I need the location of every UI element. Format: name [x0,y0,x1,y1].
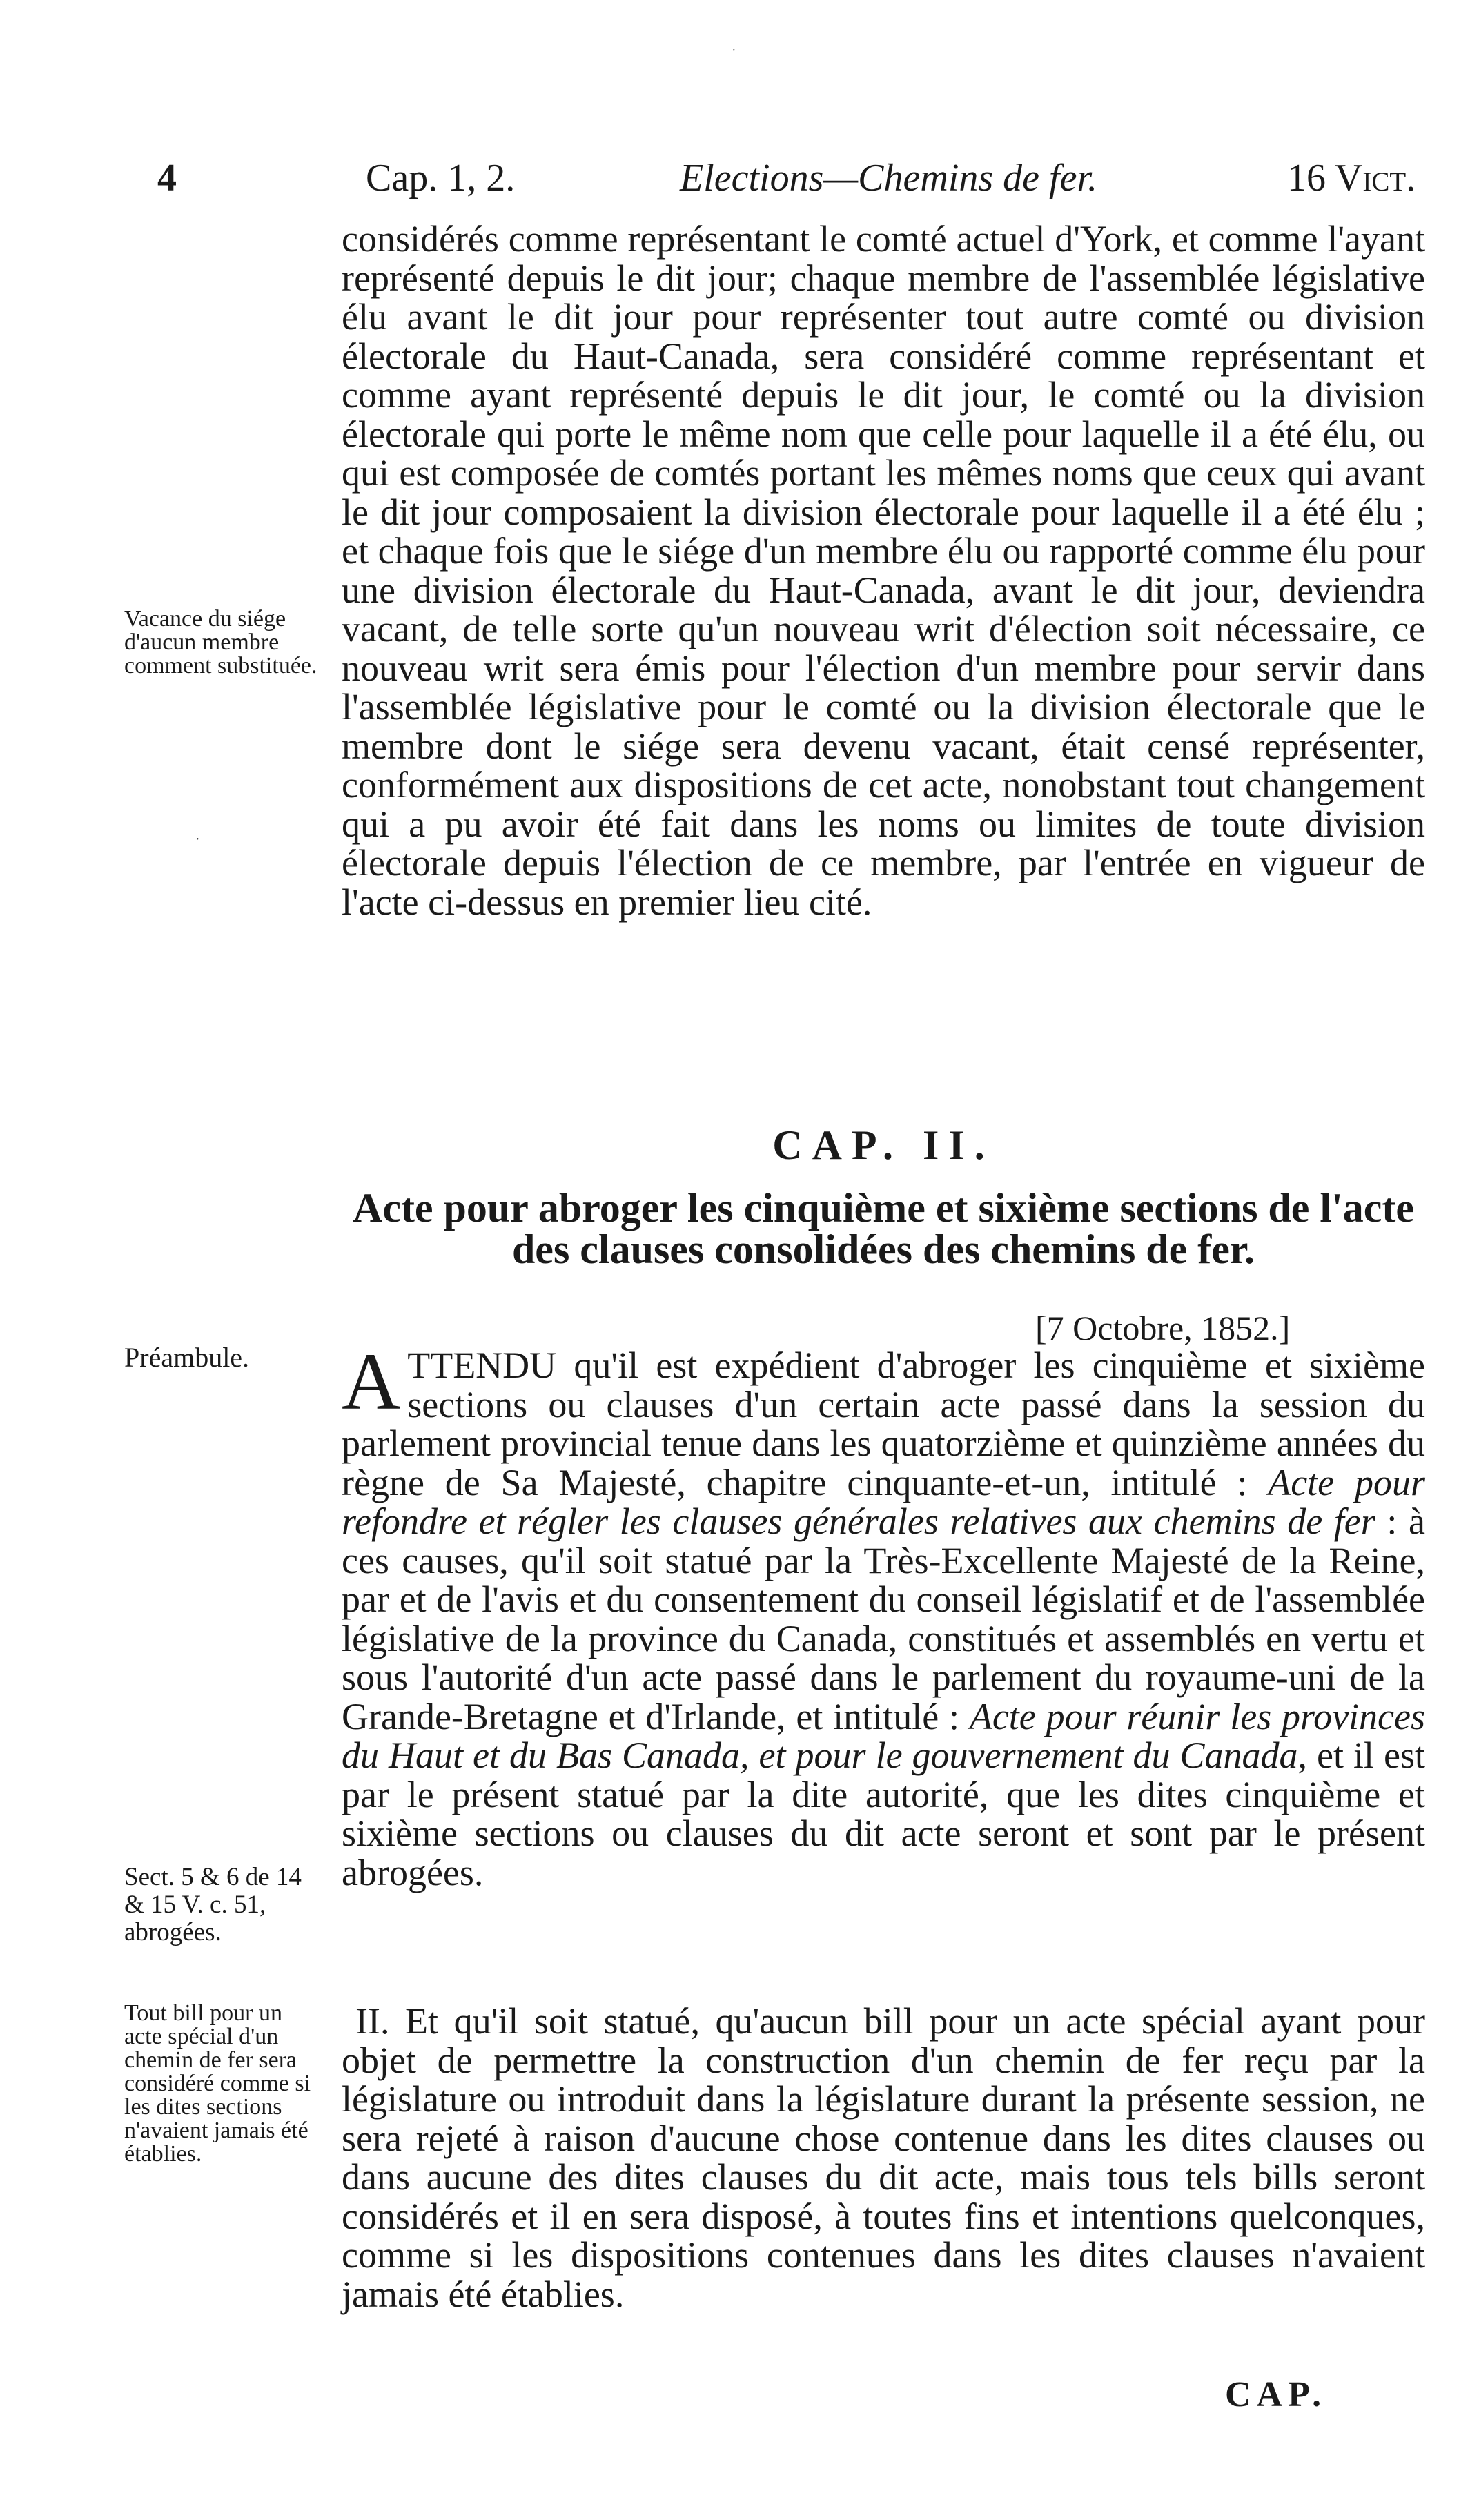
running-title: Elections—Chemins de fer. [680,157,1098,199]
catchword: CAP. [1225,2375,1327,2414]
cap1-continuation-text [342,219,1425,1096]
margin-note-vacance: Vacance du siége d'aucun membre comment substituée. [124,606,317,678]
act-date: [7 Octobre, 1852.] [1035,1309,1291,1347]
page-speck: · [195,832,200,847]
preamble-paragraph [342,1336,1425,1893]
preamble-cited-act-1: Acte pour refondre et régler les clauses générales relatives aux chemins de fer [342,1461,1425,1542]
section-2-text [342,2002,1425,2347]
margin-note-sections-repealed: Sect. 5 & 6 de 14 & 15 V. c. 51, abrogées. [124,1863,302,1946]
act-title: Acte pour abroger les cinquième et sixième sections de l'acte des clauses consolidées des chemins de fer. [352,1185,1415,1272]
preamble-cited-act-2: Acte pour réunir les provinces du Haut et du Bas Canada, et pour le gouvernement du Canada [342,1695,1425,1776]
margin-note-tout-bill: Tout bill pour un acte spécial d'un chemin de fer sera considéré comme si les dites sections n'avaient jamais été établies. [124,2000,311,2167]
page-number: 4 [157,157,177,199]
preamble-lead-word: TTENDU [407,1345,557,1386]
preamble-part-3: , et il est par le présent statué par la dite autorité, que les dites cinquième et sixième sections ou clauses du dit acte seront et sont par le présent abrogées. [342,1735,1425,1893]
preamble-part-1: qu'il est expédient d'abroger les cinquième et sixième sections ou clauses d'un certain acte passé dans la session du parlement provincial tenue dans les quatorzième et quinzième années du règne de Sa Majesté, chapitre cinquante-et-un, intitulé : [342,1345,1425,1503]
regnal-year: 16 Vict. [1287,157,1416,199]
chapter-number: CAP. II. [772,1122,995,1168]
drop-capital: A [342,1336,401,1427]
chapter-reference: Cap. 1, 2. [366,157,516,199]
section-2-paragraph: II. Et qu'il soit statué, qu'aucun bill pour un acte spécial ayant pour objet de permettre la construction d'un chemin de fer reçu par la législature ou introduit dans la législature durant la présente session, ne sera rejeté à raison d'aucune chose contenue dans les dites clauses ou dans aucune des dites clauses du dit acte, mais tous tels bills seront considérés et il en sera disposé, à toutes fins et intentions quelconques, comme si les dispositions contenues dans les dites clauses n'avaient jamais été établies. [342,2000,1425,2315]
page-speck: · [732,43,736,58]
cap1-paragraph: considérés comme représentant le comté actuel d'York, et comme l'ayant représenté depuis le dit jour; chaque membre de l'assemblée législative élu avant le dit jour pour représenter tout autre comté ou division électorale du Haut-Canada, sera considéré comme représentant et comme ayant représenté depuis le dit jour, le comté ou la division électorale qui porte le même nom que celle pour laquelle il a été élu, ou qui est composée de comtés portant les mêmes noms que ceux qui avant le dit jour composaient la division électorale pour laquelle il a été élu ; et chaque fois que le siége d'un membre élu ou rapporté comme élu pour une division électorale du Haut-Canada, avant le dit jour, deviendra vacant, de telle sorte qu'un nouveau writ d'élection soit nécessaire, ce nouveau writ sera émis pour l'élection d'un membre pour servir dans l'assemblée législative pour le comté ou la division électorale que le membre dont le siége sera devenu vacant, était censé représenter, conformément aux dispositions de cet acte, nonobstant tout changement qui a pu avoir été fait dans les noms ou limites de toute division électorale depuis l'élection de ce membre, par l'entrée en vigueur de l'acte ci-dessus en premier lieu cité. [342,218,1425,923]
margin-note-preambule: Préambule. [124,1342,250,1373]
preamble-part-2: : à ces causes, qu'il soit statué par la Très-Excellente Majesté de la Reine, par et de l'avis et du consentement du conseil législatif et de l'assemblée législative de la province du Canada, constitués et assemblés en vertu et sous l'autorité d'un acte passé dans le parlement du royaume-uni de la Grande-Bretagne et d'Irlande, et intitulé : [342,1501,1425,1737]
preamble-text [342,1336,1425,1960]
